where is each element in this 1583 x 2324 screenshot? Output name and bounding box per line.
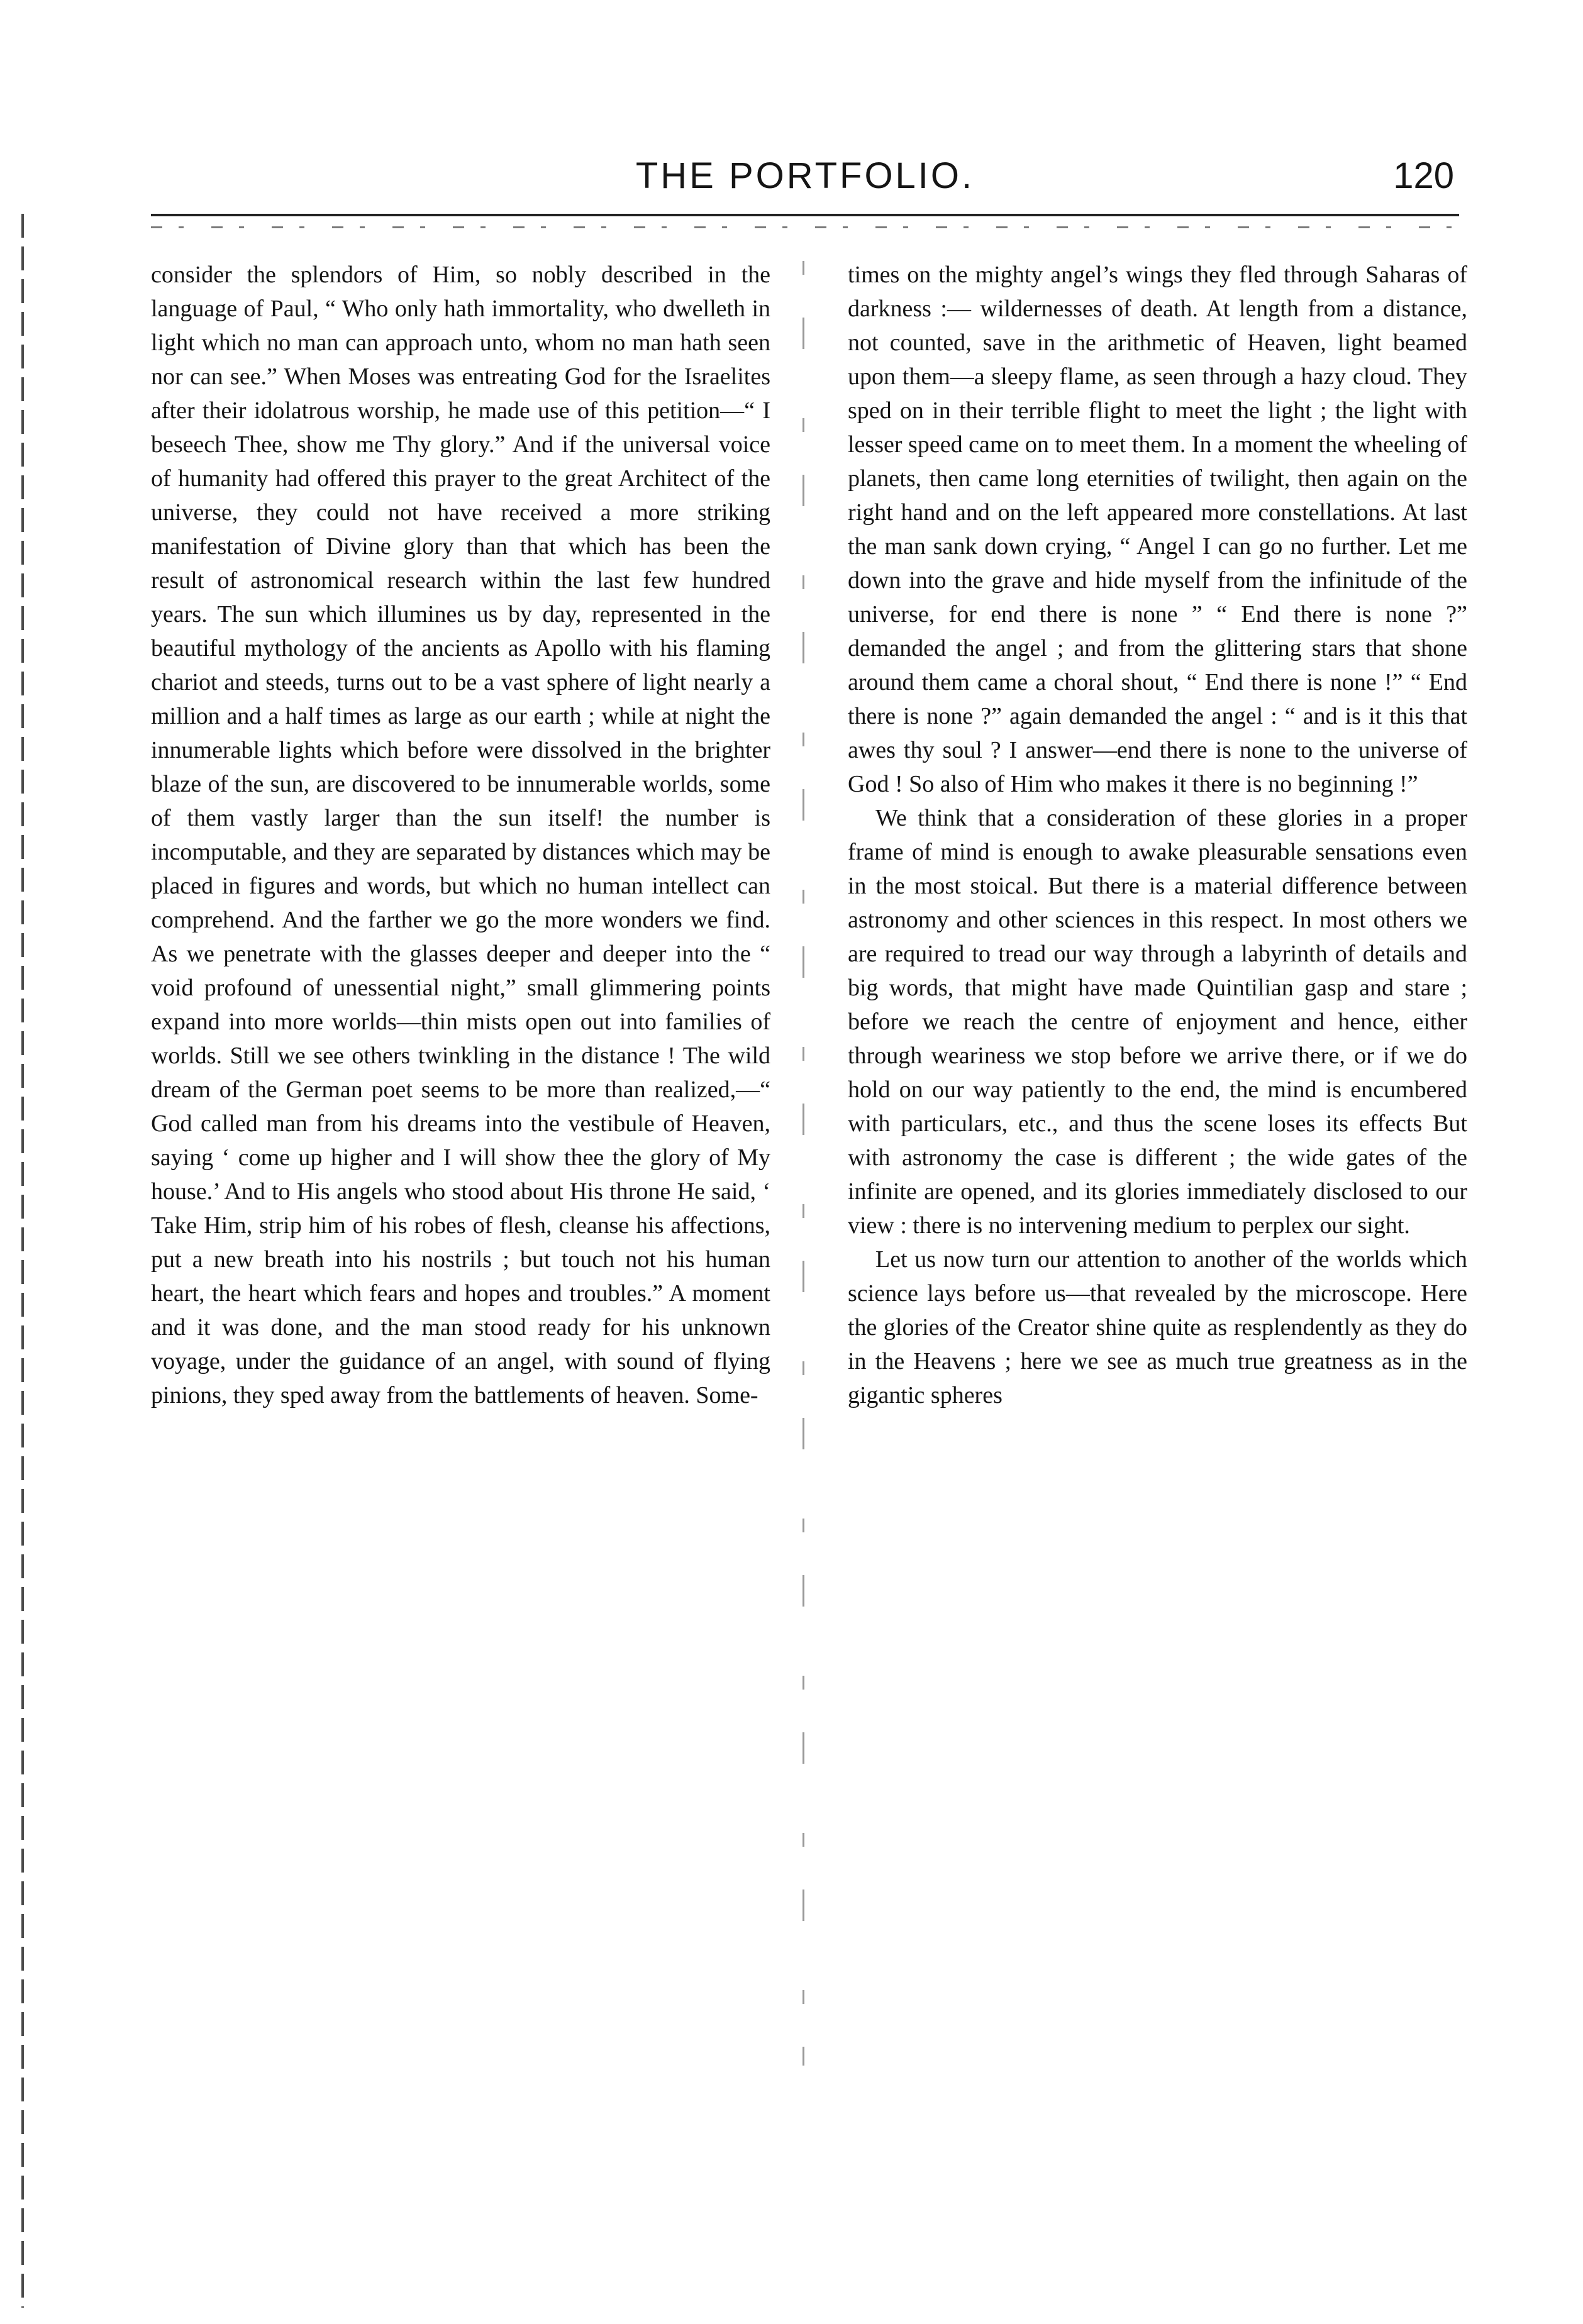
running-title: THE PORTFOLIO. bbox=[635, 155, 975, 196]
left-paragraph-1: consider the splendors of Him, so nobly described in the language of Paul, “ Who only hath immortality, who dwelleth in light which no man can approach unto, whom no man hath seen nor can see.” When Moses was entreating God for the Israelites after their idolatrous worship, he made use of this petition—“ I beseech Thee, show me Thy glory.” And if the universal voice of humanity had offered this prayer to the great Architect of the universe, they could not have received a more striking manifestation of Divine glory than that which has been the result of astronomical research within the last few hundred years. The sun which illumines us by day, represented in the beautiful mythology of the ancients as Apollo with his flaming chariot and steeds, turns out to be a vast sphere of light nearly a million and a half times as large as our earth ; while at night the innumerable lights which before were dissolved in the brighter blaze of the sun, are discovered to be innumerable worlds, some of them vastly larger than the sun itself! the number is incomputable, and they are separated by distances which may be placed in figures and words, but which no human intellect can comprehend. And the farther we go the more wonders we find. As we penetrate with the glasses deeper and deeper into the “ void profound of unessential night,” small glimmering points expand into more worlds—thin mists open out into families of worlds. Still we see others twinkling in the distance ! The wild dream of the German poet seems to be more than realized,—“ God called man from his dreams into the vestibule of Heaven, saying ‘ come up higher and I will show thee the glory of My house.’ And to His angels who stood about His throne He said, ‘ Take Him, strip him of his robes of flesh, cleanse his affections, put a new breath into his nostrils ; but touch not his human heart, the heart which fears and hopes and troubles.” A moment and it was done, and the man stood ready for his unknown voyage, under the guidance of an angel, with sound of flying pinions, they sped away from the battlements of heaven. Some- bbox=[151, 262, 770, 1408]
scan-edge-mark bbox=[21, 214, 24, 2308]
header-rule bbox=[151, 214, 1459, 216]
page-header bbox=[151, 154, 1459, 230]
left-column bbox=[151, 258, 770, 1412]
right-paragraph-3: Let us now turn our attention to another of the worlds which science lays before us—that revealed by the microscope. Here the glories of the Creator shine quite as resplendently as they do in the Heavens ; here we see as much true greatness as in the gigantic spheres bbox=[848, 1246, 1467, 1408]
right-column bbox=[848, 258, 1467, 1412]
page-number: 120 bbox=[1393, 155, 1454, 196]
column-gutter-mark bbox=[803, 261, 804, 2066]
right-paragraph-2: We think that a consideration of these glories in a proper frame of mind is enough to awake pleasurable sensations even in the most stoical. But there is a material difference between astronomy and other sciences in this respect. In most others we are required to tread our way through a labyrinth of details and big words, that might have made Quintilian gasp and stare ; before we reach the centre of enjoyment and hence, either through weariness we stop before we arrive there, or if we do hold on our way patiently to the end, the mind is encumbered with particulars, etc., and thus the scene loses its effects But with astronomy the case is different ; the wide gates of the infinite are opened, and its glories immediately disclosed to our view : there is no intervening medium to perplex our sight. bbox=[848, 805, 1467, 1239]
header-rule-secondary bbox=[151, 226, 1459, 228]
right-paragraph-1: times on the mighty angel’s wings they fled through Saharas of darkness :— wildernesses of death. At length from a distance, not counted, save in the arithmetic of Heaven, light beamed upon them—a sleepy flame, as seen through a hazy cloud. They sped on in their terrible flight to meet the light ; the light with lesser speed came on to meet them. In a moment the wheeling of planets, then came long eternities of twilight, then again on the right hand and on the left appeared more constellations. At last the man sank down crying, “ Angel I can go no further. Let me down into the grave and hide myself from the infinitude of the universe, for end there is none ” “ End there is none ?” demanded the angel ; and from the glittering stars that shone around them came a choral shout, “ End there is none !” “ End there is none ?” again demanded the angel : “ and is it this that awes thy soul ? I answer—end there is none to the universe of God ! So also of Him who makes it there is no beginning !” bbox=[848, 262, 1467, 797]
